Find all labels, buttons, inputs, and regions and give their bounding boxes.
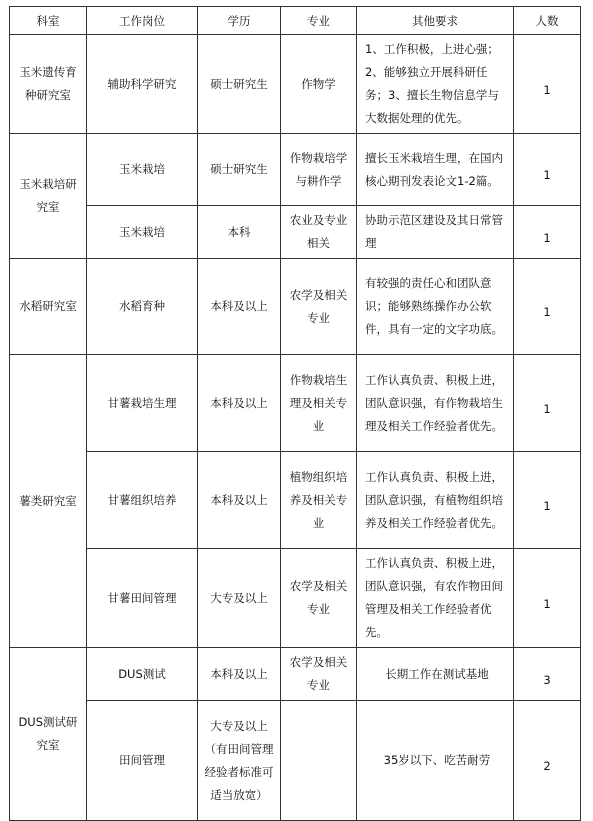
header-post: 工作岗位 <box>87 7 198 35</box>
major-cell: 作物栽培学与耕作学 <box>281 134 357 206</box>
post-cell: DUS测试 <box>87 648 198 701</box>
count-cell <box>514 134 581 206</box>
count-cell <box>514 35 581 134</box>
education-cell: 大专及以上 <box>198 549 281 648</box>
count-value: 1 <box>543 82 551 97</box>
requirements-cell: 1、工作积极，上进心强；2、能够独立开展科研任务；3、擅长生物信息学与大数据处理的优先。 <box>357 35 514 134</box>
post-cell: 甘薯栽培生理 <box>87 355 198 452</box>
table-row <box>10 35 581 134</box>
count-value: 1 <box>543 168 551 182</box>
table-row <box>10 549 581 648</box>
header-row <box>10 7 581 35</box>
count-cell <box>514 259 581 355</box>
post-cell: 田间管理 <box>87 701 198 821</box>
education-cell: 硕士研究生 <box>198 35 281 134</box>
requirements-cell: 有较强的责任心和团队意识；能够熟练操作办公软件，具有一定的文字功底。 <box>357 259 514 355</box>
major-cell: 农业及专业相关 <box>281 206 357 259</box>
requirements-cell: 长期工作在测试基地 <box>357 648 514 701</box>
count-value: 1 <box>543 230 551 245</box>
count-value: 1 <box>543 401 551 416</box>
education-cell: 大专及以上（有田间管理经验者标准可适当放宽） <box>198 701 281 821</box>
count-value: 3 <box>543 672 551 687</box>
count-cell <box>514 648 581 701</box>
dept-cell: 薯类研究室 <box>10 355 87 648</box>
count-value: 2 <box>543 759 551 773</box>
major-cell: 农学及相关专业 <box>281 549 357 648</box>
major-cell: 植物组织培养及相关专业 <box>281 452 357 549</box>
count-value: 1 <box>543 596 551 611</box>
education-cell: 本科及以上 <box>198 648 281 701</box>
education-cell: 本科及以上 <box>198 259 281 355</box>
requirements-cell: 工作认真负责、积极上进，团队意识强，有作物栽培生理及相关工作经验者优先。 <box>357 355 514 452</box>
table-row <box>10 134 581 206</box>
post-cell: 甘薯组织培养 <box>87 452 198 549</box>
requirements-cell: 35岁以下、吃苦耐劳 <box>357 701 514 821</box>
recruitment-table <box>9 6 581 821</box>
post-cell: 辅助科学研究 <box>87 35 198 134</box>
post-cell: 甘薯田间管理 <box>87 549 198 648</box>
major-cell: 农学及相关专业 <box>281 648 357 701</box>
requirements-cell: 擅长玉米栽培生理，在国内核心期刊发表论文1-2篇。 <box>357 134 514 206</box>
count-value: 1 <box>543 305 551 319</box>
education-cell: 本科及以上 <box>198 355 281 452</box>
dept-cell: DUS测试研究室 <box>10 648 87 821</box>
header-education: 学历 <box>198 7 281 35</box>
count-cell <box>514 452 581 549</box>
major-cell: 农学及相关专业 <box>281 259 357 355</box>
count-cell <box>514 701 581 821</box>
header-major: 专业 <box>281 7 357 35</box>
table-row <box>10 259 581 355</box>
major-cell: 作物栽培生理及相关专业 <box>281 355 357 452</box>
header-dept: 科室 <box>10 7 87 35</box>
count-cell <box>514 549 581 648</box>
table-row <box>10 648 581 701</box>
table-row <box>10 206 581 259</box>
requirements-cell: 协助示范区建设及其日常管理 <box>357 206 514 259</box>
table-row <box>10 355 581 452</box>
header-requirements: 其他要求 <box>357 7 514 35</box>
dept-cell: 水稻研究室 <box>10 259 87 355</box>
table-row <box>10 452 581 549</box>
requirements-cell: 工作认真负责、积极上进，团队意识强，有植物组织培养及相关工作经验者优先。 <box>357 452 514 549</box>
major-cell <box>281 701 357 821</box>
table-row <box>10 701 581 821</box>
count-cell <box>514 206 581 259</box>
major-cell: 作物学 <box>281 35 357 134</box>
post-cell: 玉米栽培 <box>87 134 198 206</box>
header-count: 人数 <box>514 7 581 35</box>
education-cell: 硕士研究生 <box>198 134 281 206</box>
count-cell <box>514 355 581 452</box>
post-cell: 水稻育种 <box>87 259 198 355</box>
requirements-cell: 工作认真负责、积极上进，团队意识强，有农作物田间管理及相关工作经验者优先。 <box>357 549 514 648</box>
dept-cell: 玉米栽培研究室 <box>10 134 87 259</box>
post-cell: 玉米栽培 <box>87 206 198 259</box>
dept-cell: 玉米遗传育种研究室 <box>10 35 87 134</box>
count-value: 1 <box>543 498 551 513</box>
education-cell: 本科及以上 <box>198 452 281 549</box>
education-cell: 本科 <box>198 206 281 259</box>
